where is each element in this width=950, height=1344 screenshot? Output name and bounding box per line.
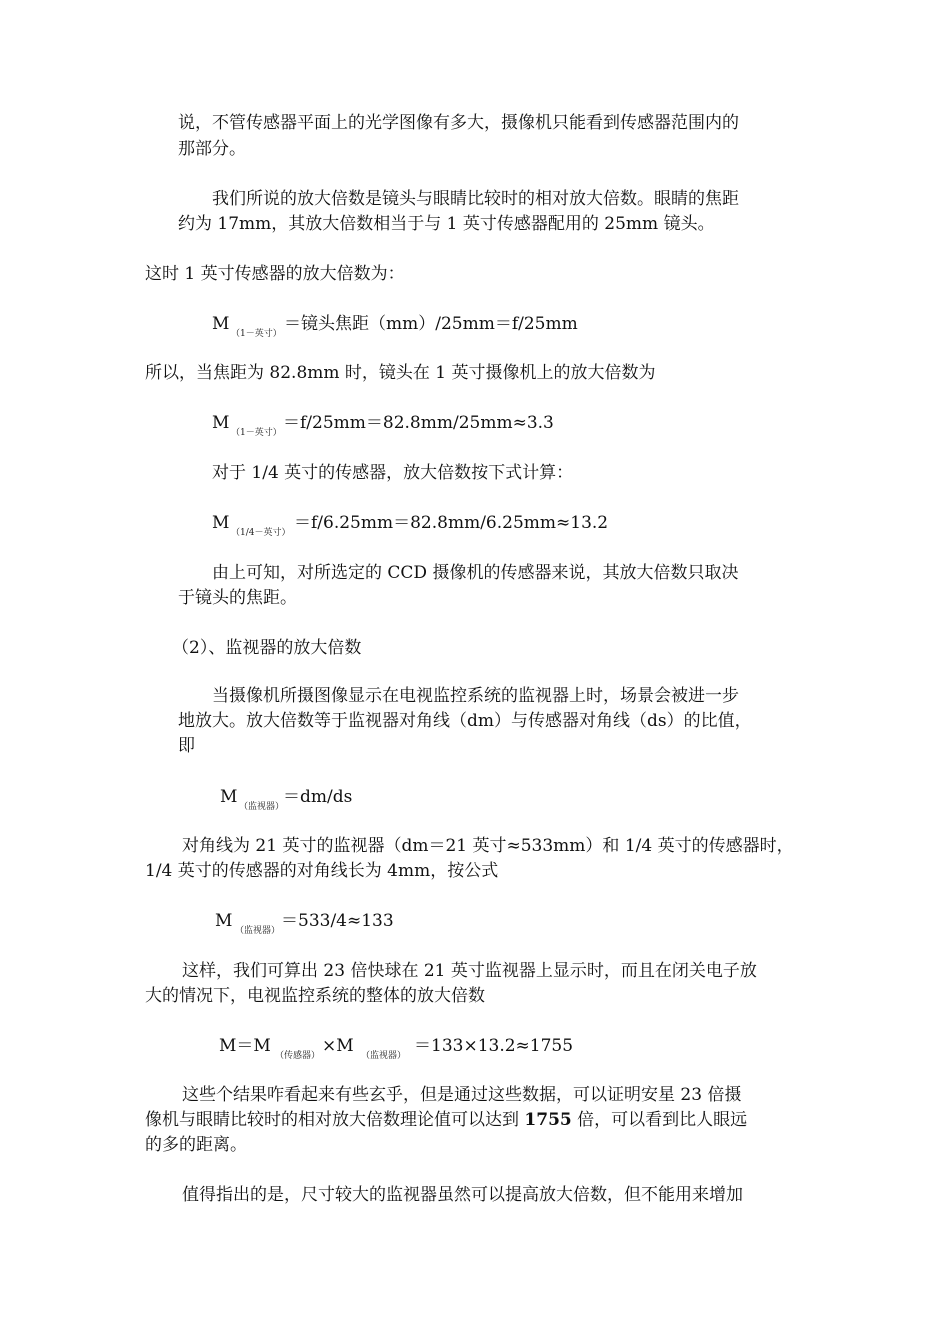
paragraph-line: 对于 1/4 英寸的传感器，放大倍数按下式计算： bbox=[212, 463, 574, 483]
paragraph-line: 的多的距离。 bbox=[145, 1135, 247, 1155]
formula-subscript: （1/4－英寸） bbox=[231, 528, 291, 538]
emphasis-number: 1755 bbox=[524, 1110, 572, 1130]
formula-rhs: ＝533/4≈133 bbox=[281, 911, 394, 931]
formula-subscript: （1－英寸） bbox=[231, 428, 282, 438]
formula-subscript: （1－英寸） bbox=[231, 329, 282, 339]
paragraph-line: 地放大。放大倍数等于监视器对角线（dm）与传感器对角线（ds）的比值， bbox=[178, 711, 752, 731]
formula-rhs: ＝f/25mm＝82.8mm/25mm≈3.3 bbox=[283, 413, 554, 433]
paragraph-line bbox=[145, 1109, 747, 1131]
section-heading: （2）、监视器的放大倍数 bbox=[172, 638, 362, 658]
text-run: 像机与眼睛比较时的相对放大倍数理论值可以达到 bbox=[145, 1110, 525, 1130]
paragraph-line: 当摄像机所摄图像显示在电视监控系统的监视器上时，场景会被进一步 bbox=[212, 686, 739, 706]
paragraph-line: 那部分。 bbox=[178, 139, 246, 159]
paragraph-line: 即 bbox=[178, 736, 195, 756]
paragraph-line: 由上可知，对所选定的 CCD 摄像机的传感器来说，其放大倍数只取决 bbox=[212, 563, 739, 583]
paragraph-line: 所以，当焦距为 82.8mm 时，镜头在 1 英寸摄像机上的放大倍数为 bbox=[145, 363, 656, 383]
paragraph-line: 我们所说的放大倍数是镜头与眼睛比较时的相对放大倍数。眼睛的焦距 bbox=[212, 189, 739, 209]
formula-symbol: M bbox=[212, 513, 230, 533]
formula-subscript: （监视器） bbox=[239, 802, 285, 812]
formula-symbol: M bbox=[212, 413, 230, 433]
paragraph-line: 约为 17mm，其放大倍数相当于与 1 英寸传感器配用的 25mm 镜头。 bbox=[178, 214, 715, 234]
paragraph-line: 这时 1 英寸传感器的放大倍数为： bbox=[145, 264, 405, 284]
formula-rhs: ＝f/6.25mm＝82.8mm/6.25mm≈13.2 bbox=[294, 513, 609, 533]
paragraph-line: 对角线为 21 英寸的监视器（dm＝21 英寸≈533mm）和 1/4 英寸的传感器时， bbox=[182, 836, 794, 856]
formula-symbol: M bbox=[220, 787, 238, 807]
text-run: 倍，可以看到比人眼远 bbox=[571, 1110, 748, 1130]
formula-symbol: M bbox=[215, 911, 233, 931]
formula-subscript: （监视器） bbox=[235, 926, 281, 936]
formula-subscript: （监视器） bbox=[361, 1051, 407, 1061]
paragraph-line: 这样，我们可算出 23 倍快球在 21 英寸监视器上显示时，而且在闭关电子放 bbox=[182, 961, 757, 981]
formula-rhs: ＝133×13.2≈1755 bbox=[414, 1036, 574, 1056]
paragraph-line: 说，不管传感器平面上的光学图像有多大，摄像机只能看到传感器范围内的 bbox=[178, 113, 739, 133]
formula-lhs: M＝M bbox=[219, 1036, 271, 1056]
formula-mid: ×M bbox=[322, 1036, 354, 1056]
paragraph-line: 值得指出的是，尺寸较大的监视器虽然可以提高放大倍数，但不能用来增加 bbox=[182, 1185, 743, 1205]
formula-rhs: ＝dm/ds bbox=[283, 787, 353, 807]
formula-subscript: （传感器） bbox=[275, 1051, 321, 1061]
paragraph-line: 1/4 英寸的传感器的对角线长为 4mm，按公式 bbox=[145, 861, 499, 881]
paragraph-line: 于镜头的焦距。 bbox=[178, 588, 297, 608]
formula-symbol: M bbox=[212, 314, 230, 334]
formula-rhs: ＝镜头焦距（mm）/25mm＝f/25mm bbox=[284, 314, 578, 334]
paragraph-line: 大的情况下，电视监控系统的整体的放大倍数 bbox=[145, 986, 485, 1006]
paragraph-line: 这些个结果咋看起来有些玄乎，但是通过这些数据，可以证明安星 23 倍摄 bbox=[182, 1085, 742, 1105]
